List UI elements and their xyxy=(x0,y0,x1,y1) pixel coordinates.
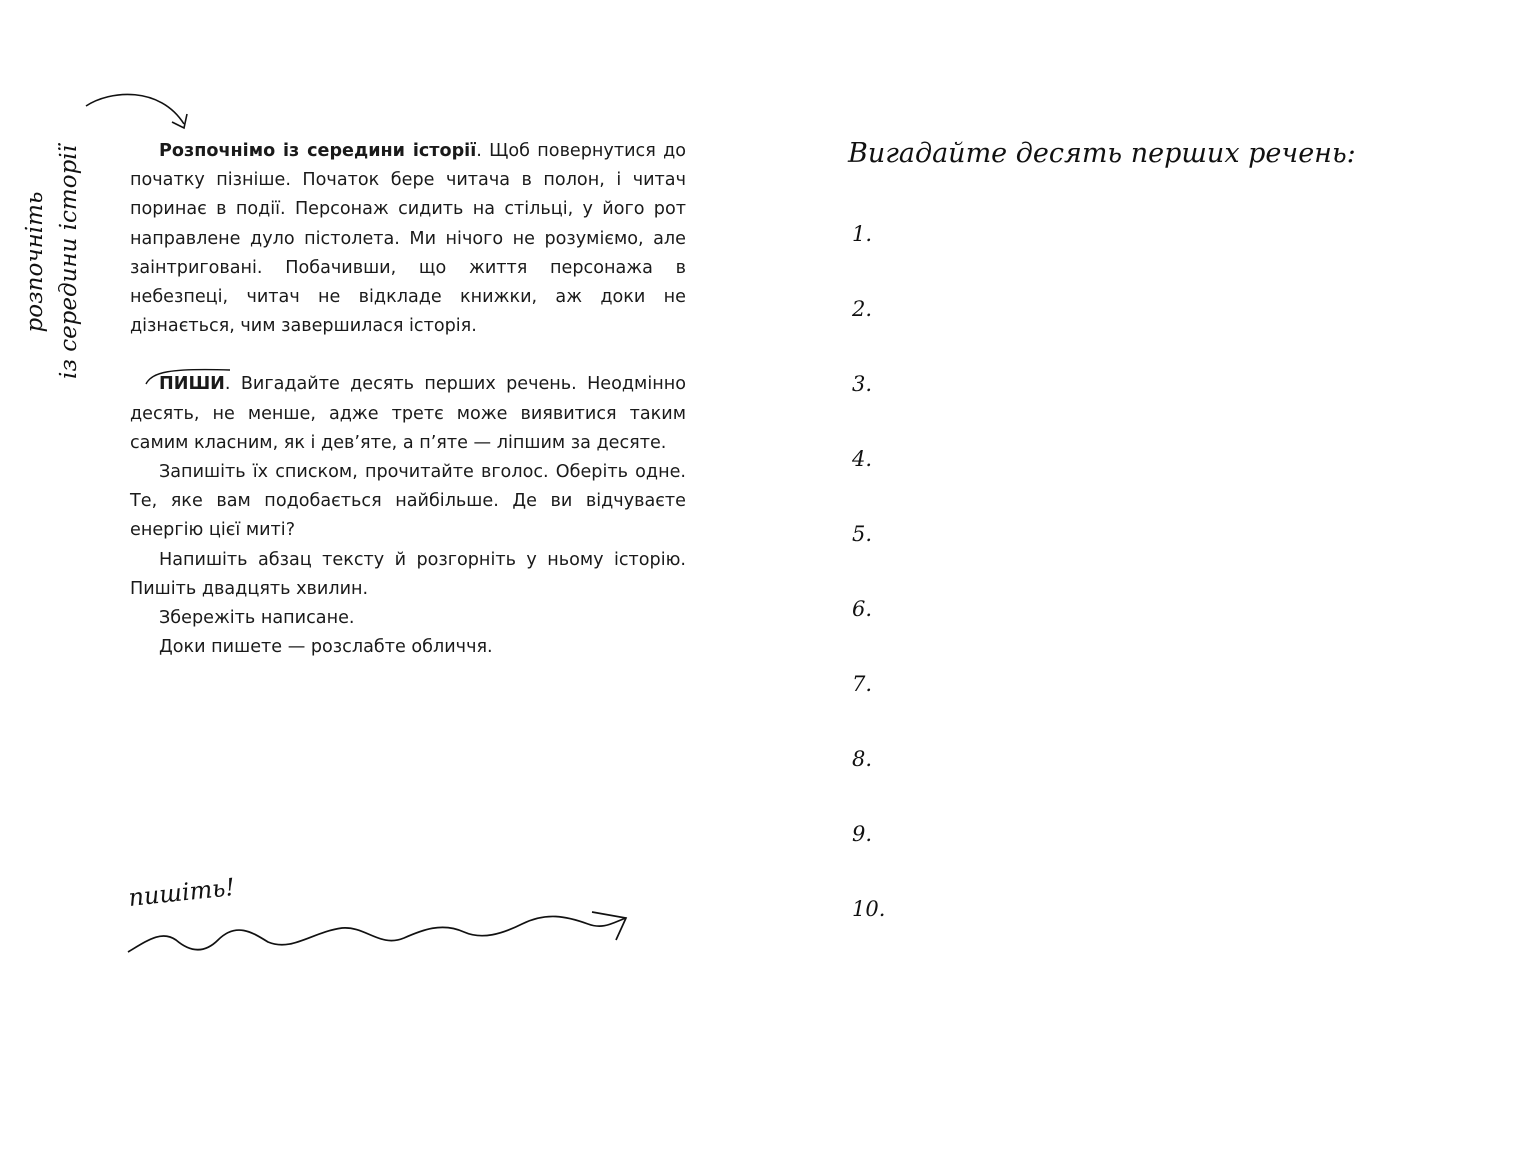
curved-arrow-icon xyxy=(80,88,200,138)
wavy-arrow-icon xyxy=(126,900,630,960)
margin-note-start-middle xyxy=(18,145,86,379)
list-title: Вигадайте десять перших речень: xyxy=(848,138,1356,169)
paragraph-list: Запишіть їх списком, прочитайте вголос. Оберіть одне. Те, яке вам подобається найбільше. Де ви відчуваєте енергію цієї миті? xyxy=(130,462,686,541)
list-item: 3. xyxy=(852,372,873,396)
list-item: 7. xyxy=(852,672,873,696)
paragraph-body: . Вигадайте десять перших речень. Неодмінно десять, не менше, адже третє може виявитися таким самим класним, як і дев’яте, а п’яте — ліпшим за десяте. xyxy=(130,374,686,453)
list-item: 8. xyxy=(852,747,873,771)
margin-note-line-1: розпочніть xyxy=(22,191,48,333)
write-note: пишіть! xyxy=(127,872,237,912)
paragraph-body: . Щоб повернутися до початку пізніше. Початок бере читача в полон, і читач поринає в події. Персонаж сидить на стільці, у його рот направлене дуло пістолета. Ми нічого не розуміємо, але заінтриговані. Побачивши, що життя персонажа в небезпеці, читач не відкладе книжки, аж доки не дізнається, чим завершилася історія. xyxy=(130,141,687,337)
body-text xyxy=(130,137,686,662)
paragraph-save: Збережіть написане. xyxy=(159,608,355,629)
paragraph-lead: Розпочнімо із середини історії xyxy=(159,141,477,161)
list-item: 2. xyxy=(852,297,873,321)
list-item: 6. xyxy=(852,597,873,621)
list-item: 9. xyxy=(852,822,873,846)
list-item: 5. xyxy=(852,522,873,546)
list-item: 4. xyxy=(852,447,873,471)
sentence-list xyxy=(852,214,885,964)
paragraph-start-middle xyxy=(130,137,686,341)
margin-note-line-2: із середини історії xyxy=(56,144,82,380)
list-item: 1. xyxy=(852,222,873,246)
underline-doodle xyxy=(140,364,240,388)
paragraph-relax: Доки пишете — розслабте обличчя. xyxy=(159,637,493,658)
paragraph-develop: Напишіть абзац тексту й розгорніть у ньому історію. Пишіть двадцять хвилин. xyxy=(130,549,686,599)
list-item: 10. xyxy=(852,897,886,921)
write-lead: ПИШИ xyxy=(159,374,225,395)
